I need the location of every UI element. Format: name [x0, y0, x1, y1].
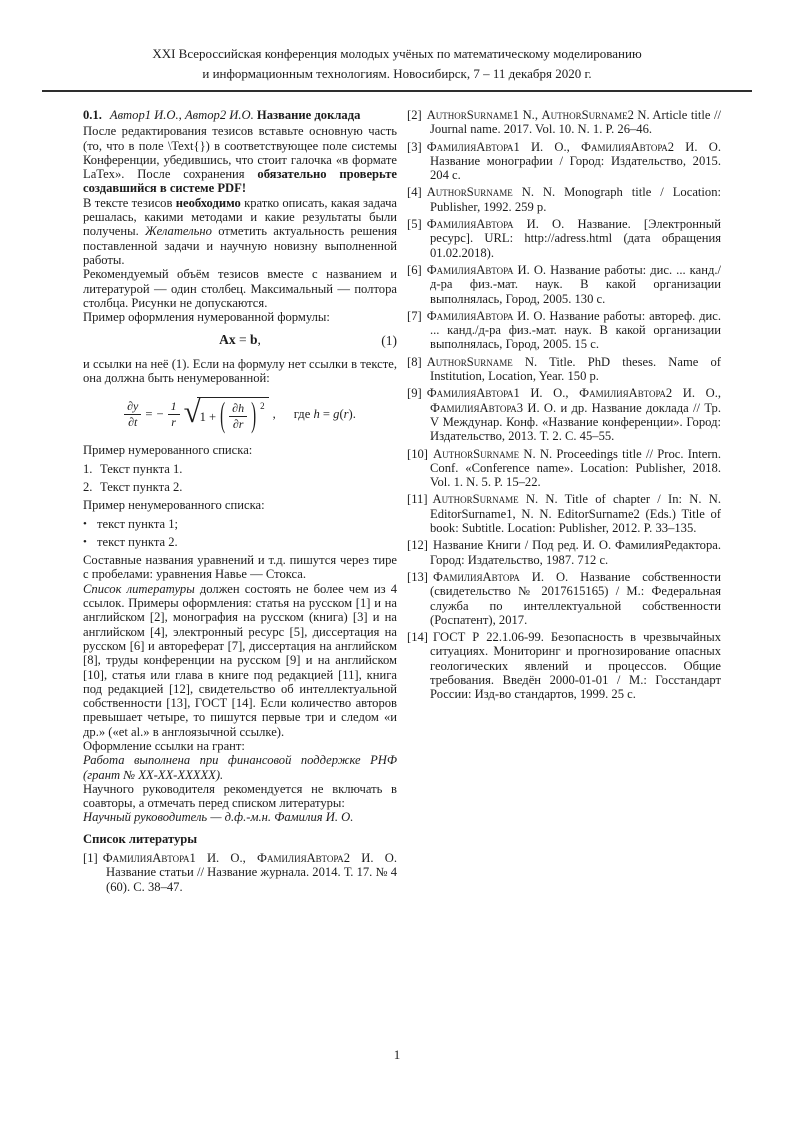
list-item	[83, 480, 397, 494]
paragraph-editing-instructions: После редактирования тезисов вставьте основную часть (то, что в поле \Text{}) в соответствующее поле системы Конференции, убедившись, что стоит галочка «в формате LaTex». После сохранения обязательно проверьте создавшийся в системе PDF!	[83, 124, 397, 196]
reference-label: [11]	[407, 492, 428, 507]
reference-label: [14]	[407, 630, 428, 645]
reference-label: [7]	[407, 308, 422, 323]
paragraph-content-requirements: В тексте тезисов необходимо кратко описать, какая задача решалась, какими методами и какие результаты были получены. Желательно отметить актуальность решения поставленной задачи и научную новизну выполненной работы.	[83, 195, 397, 267]
paragraph-grant-intro: Оформление ссылки на грант:	[83, 738, 245, 753]
left-column	[83, 108, 397, 897]
bibliography-heading: Список литературы	[83, 831, 198, 846]
fraction-one-r: $\frac{1}{r}$	[168, 400, 180, 429]
reference-text: ФамилияАвтора И. О. Название работы: автореф. дис. ... канд./д-ра физ.-мат. наук. В какой организации выполнялась, Город, 2005. 15 с.	[426, 308, 721, 352]
radicand	[197, 397, 269, 435]
page-number: 1	[393, 1047, 401, 1062]
reference-item	[407, 108, 721, 137]
reference-label: [3]	[407, 139, 422, 154]
reference-item	[407, 538, 721, 567]
bullet-icon: •	[83, 517, 87, 530]
list-item	[83, 517, 397, 531]
reference-label: [6]	[407, 262, 422, 277]
formula-lhs: Ax	[219, 332, 236, 348]
reference-label: [9]	[407, 386, 422, 401]
reference-text: AuthorSurname1 N., AuthorSurname2 N. Article title // Journal name. 2017. Vol. 10. N. 1. P. 26–46.	[426, 108, 721, 137]
paragraph-compound-names: Составные названия уравнений и т.д. пишутся через тире с пробелами: уравнения Навье — Стокса.	[83, 553, 397, 582]
reference-text: ФамилияАвтора И. О. Название работы: дис. ... канд./д-ра физ.-мат. наук. В какой организации выполнялась, Город, 2005. 130 с.	[426, 262, 721, 306]
list-item-text: Текст пункта 2.	[100, 479, 183, 494]
reference-item	[407, 447, 721, 490]
reference-label: [8]	[407, 354, 422, 369]
reference-label: [12]	[407, 538, 428, 553]
reference-text: ФамилияАвтора1 И. О., ФамилияАвтора2 И. О. Название статьи // Название журнала. 2014. Т. 17. № 4 (60). С. 38–47.	[102, 851, 397, 894]
reference-item	[83, 851, 397, 894]
list-item	[83, 462, 397, 476]
equals-sign: =	[145, 407, 153, 422]
square-root	[183, 393, 269, 435]
minus-sign: −	[156, 407, 164, 422]
section-heading	[83, 108, 397, 122]
list-item	[83, 535, 397, 549]
reference-label: [2]	[407, 108, 422, 122]
formula-unnumbered	[83, 393, 397, 435]
section-title: Автор1 И.О., Автор2 И.О. Название доклада	[109, 108, 361, 122]
reference-item	[407, 263, 721, 306]
reference-text: ФамилияАвтора1 И. О., ФамилияАвтора2 И. О. Название монографии / Город: Издательство, 2015. 204 с.	[426, 139, 721, 183]
formula-numbered	[83, 333, 397, 347]
reference-item	[407, 386, 721, 443]
reference-item	[407, 492, 721, 535]
formula-relation: =	[235, 332, 250, 348]
reference-label: [5]	[407, 217, 422, 232]
header-line-1: XXI Всероссийская конференция молодых учёных по математическому моделированию	[152, 46, 642, 61]
list-item-text: текст пункта 1;	[97, 516, 179, 531]
paragraph-grant-example: Работа выполнена при финансовой поддержке РНФ (грант № XX-XX-XXXXX).	[83, 753, 397, 782]
reference-text: ФамилияАвтора И. О. Название. [Электронный ресурс]. URL: http://adress.html (дата обращения 01.02.2018).	[426, 217, 721, 260]
list-number: 1.	[83, 461, 93, 476]
numbered-list	[83, 462, 397, 495]
reference-item	[407, 570, 721, 627]
bulleted-list	[83, 517, 397, 550]
list-item-text: текст пункта 2.	[97, 534, 178, 549]
where-clause: где h = g(r).	[293, 407, 356, 422]
paragraph-supervisor-example: Научный руководитель — д.ф.-м.н. Фамилия И. О.	[83, 810, 354, 825]
reference-item	[407, 217, 721, 260]
right-column	[407, 108, 721, 705]
reference-text: AuthorSurname N. N. Monograph title / Location: Publisher, 1992. 259 p.	[426, 185, 721, 214]
reference-item	[407, 309, 721, 352]
paragraph-volume-recommendation: Рекомендуемый объём тезисов вместе с названием и литературой — один столбец. Максимальный — полтора столбца. Рисунки не допускаются.	[83, 267, 397, 310]
reference-text: AuthorSurname N. N. Title of chapter / In: N. N. EditorSurname1, N. N. EditorSurname2 (Eds.) Title of book: Subtitle. Location: Publisher, 2012. P. 33–135.	[430, 492, 721, 536]
paragraph-numbered-list-intro: Пример нумерованного списка:	[83, 443, 253, 458]
header-line-2: и информационным технологиям. Новосибирск, 7 – 11 декабря 2020 г.	[202, 66, 592, 81]
reference-text: AuthorSurname N. N. Proceedings title // Proc. Intern. Conf. «Conference name». Location: Publisher, 2018. Vol. 1. N. 5. P. 15–22.	[430, 446, 721, 490]
radical-icon: √	[183, 393, 201, 429]
reference-text: ФамилияАвтора И. О. Название собственности (свидетельство № 2017615165) / М.: Федеральная служба по интеллектуальной собственности (Роспатент), 2017.	[430, 569, 721, 627]
formula-comma: ,	[257, 332, 261, 348]
close-paren: )	[251, 398, 257, 435]
reference-text: ГОСТ Р 22.1.06-99. Безопасность в чрезвычайных ситуациях. Мониторинг и прогнозирование опасных геологических явлений и процессов. Общие требования. Введён 2000-01-01 / М.: Госстандарт России: Изд-во стандартов, 1999. 25 с.	[430, 630, 721, 702]
list-number: 2.	[83, 479, 93, 494]
reference-item	[407, 355, 721, 384]
header-rule	[42, 90, 752, 92]
formula-rhs: b	[249, 332, 258, 348]
section-number: 0.1.	[83, 108, 102, 122]
open-paren: (	[220, 398, 226, 435]
paragraph-supervisor-rule: Научного руководителя рекомендуется не включать в соавторы, а отмечать перед списком литературы:	[83, 781, 397, 811]
reference-text: AuthorSurname N. Title. PhD theses. Name of Institution, Location, Year. 150 p.	[426, 354, 721, 384]
exponent: 2	[260, 401, 265, 412]
reference-label: [13]	[407, 569, 428, 584]
bullet-icon: •	[83, 535, 87, 548]
paragraph-bulleted-list-intro: Пример ненумерованного списка:	[83, 498, 265, 513]
reference-item	[407, 185, 721, 214]
reference-label: [1]	[83, 851, 98, 866]
reference-item	[407, 630, 721, 701]
paragraph-formula-reference: и ссылки на неё (1). Если на формулу нет ссылки в тексте, она должна быть ненумерованной:	[83, 356, 397, 386]
fraction-dh-dr: $\frac{\partial h}{\partial r}$	[229, 402, 247, 431]
radicand-prefix: 1 +	[199, 409, 217, 424]
fraction-dy-dt: $\frac{\partial y}{\partial t}$	[124, 400, 141, 429]
formula-comma: ,	[272, 407, 276, 422]
paragraph-references-rules: Список литературы должен состоять не более чем из 4 ссылок. Примеры оформления: статья на русском [1] и на английском [2], монография на русском (книга) [3] и на английском [4], электронный ресурс [5], диссертация на русском [6] и автореферат [7], диссертация на английском [8], труды конференции на русском [9] и на английском [10], статья или глава в книге под редакцией [11], книга под редакцией [12], свидетельство об интеллектуальной собственности [13], ГОСТ [14]. Если количество авторов превышает четыре, то пишутся первые три и следом «и др.» («et al.» в англоязычной ссылке).	[83, 581, 398, 739]
reference-text: Название Книги / Под ред. И. О. ФамилияРедактора. Город: Издательство, 1987. 712 с.	[430, 538, 721, 567]
paragraph-numbered-formula-intro: Пример оформления нумерованной формулы:	[83, 310, 330, 325]
equation-number: (1)	[381, 333, 397, 349]
reference-label: [10]	[407, 446, 428, 461]
reference-label: [4]	[407, 185, 422, 200]
reference-item	[407, 140, 721, 183]
reference-text: ФамилияАвтора1 И. О., ФамилияАвтора2 И. О., ФамилияАвтора3 И. О. и др. Название доклада // Тр. V Междунар. Конф. «Название конференции». Город: Издательство, 2013. Т. 2. С. 45–55.	[426, 386, 721, 444]
list-item-text: Текст пункта 1.	[100, 461, 183, 476]
running-header	[42, 44, 752, 84]
